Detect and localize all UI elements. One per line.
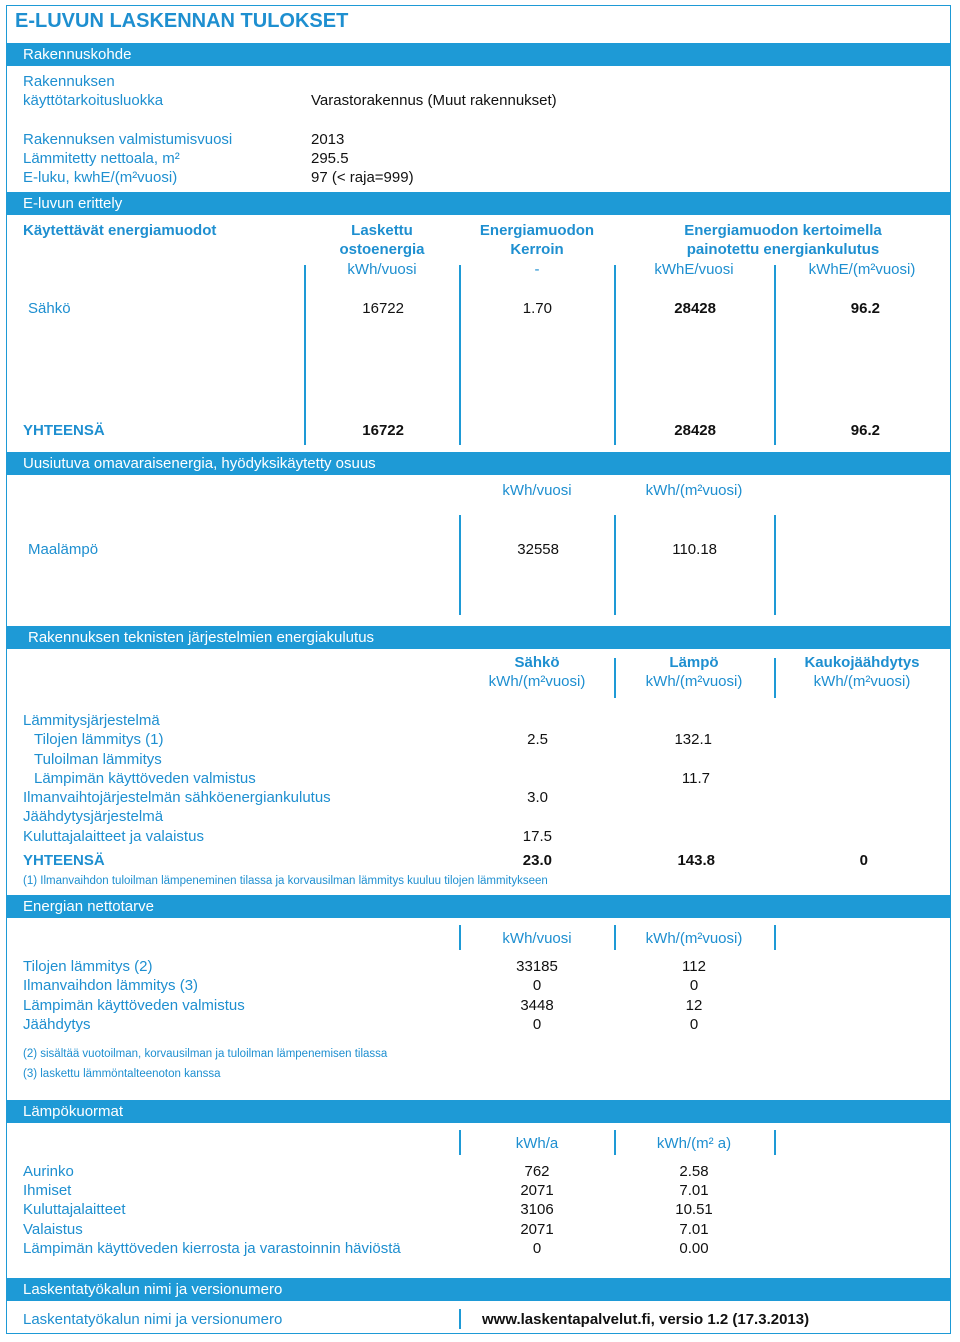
section-title: Lämpökuormat	[23, 1103, 124, 1120]
unit-sahko: kWh/(m²vuosi)	[488, 673, 586, 690]
kayttotarkoitus-label-2: käyttötarkoitusluokka	[23, 92, 164, 109]
lampokuormat-row-label: Lämpimän käyttöveden kierrosta ja varastoinnin häviöstä	[23, 1240, 401, 1257]
page-title: E-LUVUN LASKENNAN TULOKSET	[15, 10, 349, 32]
uusiutuva-row-a: 32558	[517, 541, 559, 558]
section-uusiutuva	[7, 452, 950, 475]
lampokuormat-row-a: 762	[524, 1163, 550, 1180]
nettotarve-row-a: 3448	[520, 997, 554, 1014]
lampokuormat-row-a: 3106	[520, 1201, 554, 1218]
column-divider	[774, 1130, 776, 1155]
nettoala-label: Lämmitetty nettoala, m²	[23, 150, 180, 167]
col-laskettu-2: ostoenergia	[339, 241, 425, 258]
column-divider	[614, 1130, 616, 1155]
section-nettotarve	[7, 895, 950, 918]
column-divider	[459, 1130, 461, 1155]
lampokuormat-unit-b: kWh/(m² a)	[656, 1135, 732, 1152]
column-divider	[774, 925, 776, 950]
col-energiamuodot: Käytettävät energiamuodot	[23, 222, 217, 239]
column-divider	[614, 658, 616, 698]
section-laskentatyokalu	[7, 1278, 950, 1301]
lampokuormat-row-b: 7.01	[679, 1182, 709, 1199]
nettotarve-row-a: 0	[532, 977, 542, 994]
col-painotettu-unit-b: kWhE/(m²vuosi)	[808, 261, 916, 278]
lampokuormat-row-a: 0	[532, 1240, 542, 1257]
section-title: E-luvun erittely	[23, 195, 123, 212]
footnote-3: (3) laskettu lämmöntalteenoton kanssa	[23, 1068, 221, 1080]
footnote-1: (1) Ilmanvaihdon tuloilman lämpeneminen tilassa ja korvausilman lämmitys kuuluu tilojen lämmitykseen	[23, 875, 548, 887]
total-laskettu: 16722	[362, 422, 404, 439]
column-divider	[304, 265, 306, 445]
unit-kauko: kWh/(m²vuosi)	[813, 673, 911, 690]
col-kaukojaahdytys: Kaukojäähdytys	[804, 654, 920, 671]
lampokuormat-row-a: 2071	[520, 1221, 554, 1238]
nettotarve-row-b: 0	[689, 1016, 699, 1033]
lampokuormat-unit-a: kWh/a	[515, 1135, 559, 1152]
col-painotettu-2: painotettu energiankulutus	[686, 241, 880, 258]
tekniset-row-label: Tilojen lämmitys (1)	[34, 731, 164, 748]
eluku-value: 97 (< raja=999)	[311, 169, 414, 186]
valmistumisvuosi-value: 2013	[311, 131, 345, 148]
valmistumisvuosi-label: Rakennuksen valmistumisvuosi	[23, 131, 233, 148]
nettoala-value: 295.5	[311, 150, 349, 167]
column-divider	[774, 265, 776, 445]
nettotarve-unit-b: kWh/(m²vuosi)	[645, 930, 743, 947]
tekniset-total-kauko: 0	[859, 852, 868, 869]
tekniset-row-sahko: 3.0	[527, 789, 548, 806]
uusiutuva-row-b: 110.18	[672, 541, 717, 558]
section-title: Energian nettotarve	[23, 898, 154, 915]
nettotarve-row-label: Jäähdytys	[23, 1016, 91, 1033]
nettotarve-row-b: 112	[682, 958, 706, 975]
tekniset-total-lampo: 143.8	[677, 852, 715, 869]
total-kwhe-m2: 96.2	[850, 422, 880, 439]
section-tekniset	[7, 626, 950, 649]
tekniset-row-sahko: 17.5	[522, 828, 552, 845]
row-kerroin: 1.70	[522, 300, 552, 317]
tekniset-row-sahko: 2.5	[527, 731, 548, 748]
row-kwhe: 28428	[674, 300, 716, 317]
row-name-maalampo: Maalämpö	[28, 541, 99, 558]
section-erittely	[7, 192, 950, 215]
section-rakennuskohde	[7, 43, 950, 66]
tekniset-row-lampo: 11.7	[681, 770, 710, 787]
column-divider	[459, 925, 461, 950]
tekniset-total-label: YHTEENSÄ	[23, 852, 105, 869]
tekniset-total-sahko: 23.0	[522, 852, 552, 869]
col-laskettu-unit: kWh/vuosi	[347, 261, 417, 278]
col-laskettu-1: Laskettu	[351, 222, 413, 239]
lampokuormat-row-b: 0.00	[679, 1240, 709, 1257]
tekniset-row-label: Kuluttajalaitteet ja valaistus	[23, 828, 204, 845]
uusiutuva-unit-a: kWh/vuosi	[502, 482, 572, 499]
column-divider	[459, 515, 461, 615]
column-divider	[614, 925, 616, 950]
col-painotettu-unit-a: kWhE/vuosi	[654, 261, 734, 278]
column-divider	[614, 265, 616, 445]
row-laskettu: 16722	[362, 300, 404, 317]
column-divider	[774, 658, 776, 698]
tool-value: www.laskentapalvelut.fi, versio 1.2 (17.3.2013)	[482, 1311, 810, 1328]
row-kwhe-m2: 96.2	[850, 300, 880, 317]
lampokuormat-row-label: Ihmiset	[23, 1182, 72, 1199]
section-title: Uusiutuva omavaraisenergia, hyödyksikäytetty osuus	[23, 455, 376, 472]
total-kwhe: 28428	[674, 422, 716, 439]
kayttotarkoitus-label-1: Rakennuksen	[23, 73, 115, 90]
col-lampo: Lämpö	[669, 654, 719, 671]
tekniset-row-label: Tuloilman lämmitys	[34, 751, 162, 768]
tekniset-row-label: Lämpimän käyttöveden valmistus	[34, 770, 256, 787]
footnote-2: (2) sisältää vuotoilman, korvausilman ja tuloilman lämpenemisen tilassa	[23, 1048, 388, 1060]
nettotarve-row-a: 0	[532, 1016, 542, 1033]
nettotarve-row-a: 33185	[516, 958, 558, 975]
lampokuormat-row-b: 10.51	[675, 1201, 713, 1218]
nettotarve-row-label: Lämpimän käyttöveden valmistus	[23, 997, 245, 1014]
section-title: Rakennuksen teknisten järjestelmien energiakulutus	[28, 629, 375, 646]
column-divider	[459, 265, 461, 445]
lampokuormat-row-b: 7.01	[679, 1221, 709, 1238]
col-kerroin-1: Energiamuodon	[479, 222, 595, 239]
nettotarve-unit-a: kWh/vuosi	[502, 930, 572, 947]
nettotarve-row-b: 0	[689, 977, 699, 994]
tekniset-row-label: Jäähdytysjärjestelmä	[23, 808, 164, 825]
col-kerroin-2: Kerroin	[510, 241, 564, 258]
kayttotarkoitus-value: Varastorakennus (Muut rakennukset)	[311, 92, 557, 109]
total-label: YHTEENSÄ	[23, 422, 105, 439]
tekniset-row-label: Lämmitysjärjestelmä	[23, 712, 160, 729]
tool-label: Laskentatyökalun nimi ja versionumero	[23, 1311, 283, 1328]
nettotarve-row-label: Tilojen lämmitys (2)	[23, 958, 153, 975]
uusiutuva-unit-b: kWh/(m²vuosi)	[645, 482, 743, 499]
column-divider	[774, 515, 776, 615]
lampokuormat-row-b: 2.58	[679, 1163, 709, 1180]
lampokuormat-row-a: 2071	[520, 1182, 554, 1199]
eluku-label: E-luku, kwhE/(m²vuosi)	[23, 169, 178, 186]
nettotarve-row-label: Ilmanvaihdon lämmitys (3)	[23, 977, 199, 994]
col-painotettu-1: Energiamuodon kertoimella	[684, 222, 882, 239]
lampokuormat-row-label: Kuluttajalaitteet	[23, 1201, 126, 1218]
lampokuormat-row-label: Valaistus	[23, 1221, 83, 1238]
lampokuormat-row-label: Aurinko	[23, 1163, 74, 1180]
col-sahko: Sähkö	[514, 654, 560, 671]
nettotarve-row-b: 12	[685, 997, 703, 1014]
row-name-sahko: Sähkö	[28, 300, 71, 317]
section-title: Laskentatyökalun nimi ja versionumero	[23, 1281, 283, 1298]
col-kerroin-unit: -	[534, 261, 540, 278]
section-lampokuormat	[7, 1100, 950, 1123]
tekniset-row-lampo: 132.1	[674, 731, 712, 748]
tekniset-row-label: Ilmanvaihtojärjestelmän sähköenergiankulutus	[23, 789, 331, 806]
column-divider	[614, 515, 616, 615]
column-divider	[459, 1309, 461, 1329]
unit-lampo: kWh/(m²vuosi)	[645, 673, 743, 690]
section-title: Rakennuskohde	[23, 46, 132, 63]
